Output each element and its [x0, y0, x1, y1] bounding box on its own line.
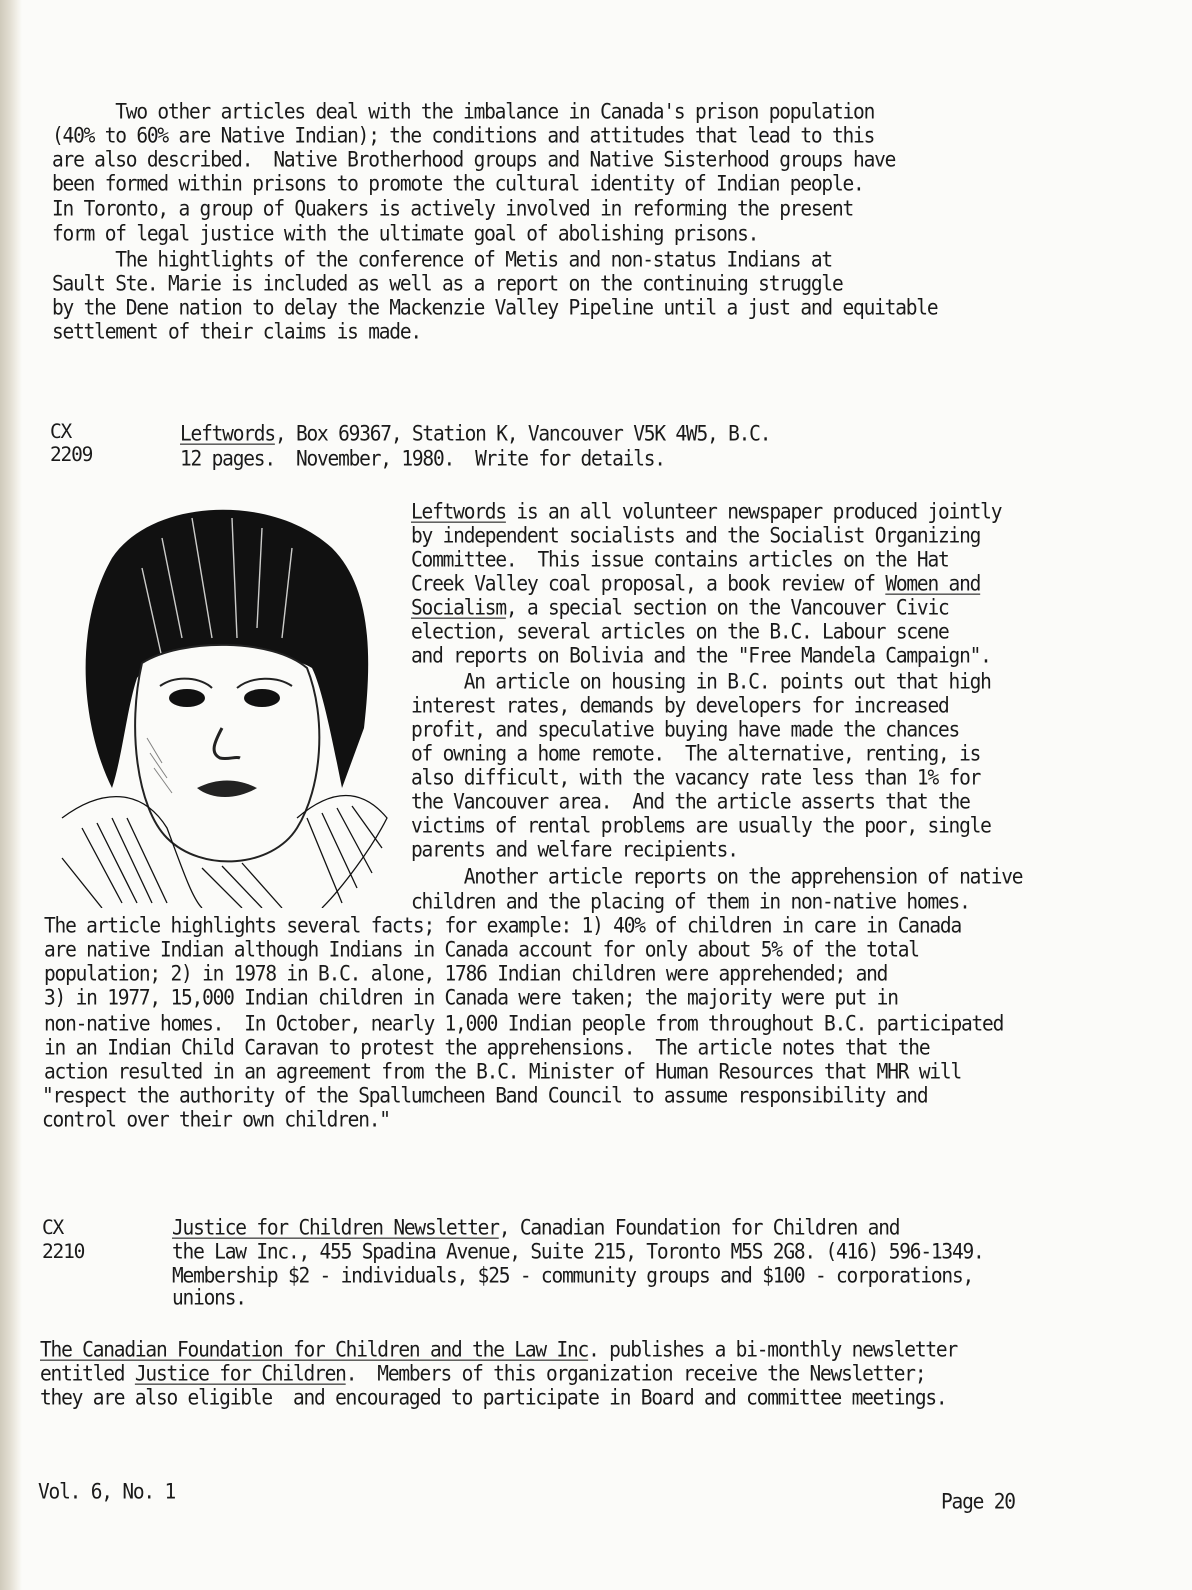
text-line: An article on housing in B.C. points out that high	[411, 668, 991, 694]
text-line: 3) in 1977, 15,000 Indian children in Canada were taken; the majority were put in	[44, 984, 898, 1010]
publication-address: the Law Inc., 455 Spadina Avenue, Suite 215, Toronto M5S 2G8. (416) 596-1349.	[172, 1238, 984, 1264]
text-line: population; 2) in 1978 in B.C. alone, 1786 Indian children were apprehended; and	[44, 960, 888, 986]
text-line	[40, 1362, 925, 1386]
publication-title: Leftwords	[180, 420, 275, 446]
text-line: by the Dene nation to delay the Mackenzie Valley Pipeline until a just and equitable	[52, 294, 938, 320]
text-line: and reports on Bolivia and the "Free Mandela Campaign".	[411, 642, 991, 668]
text-line: non-native homes. In October, nearly 1,000 Indian people from throughout B.C. participated	[44, 1010, 1004, 1036]
page-number: Page 20	[941, 1488, 1015, 1514]
text-line: Another article reports on the apprehension of native	[411, 863, 1023, 889]
text-line: been formed within prisons to promote the cultural identity of Indian people.	[52, 170, 864, 196]
text-span: . Members of this organization receive the Newsletter;	[345, 1360, 926, 1386]
text-line	[411, 572, 980, 596]
portrait-drawing-of-child	[42, 488, 394, 908]
text-line: election, several articles on the B.C. Labour scene	[411, 618, 949, 644]
publication-details: 12 pages. November, 1980. Write for details.	[180, 445, 665, 471]
publication-address: , Box 69367, Station K, Vancouver V5K 4W5, B.C.	[274, 420, 771, 446]
text-line: also difficult, with the vacancy rate less than 1% for	[411, 764, 981, 790]
text-line: in an Indian Child Caravan to protest the apprehensions. The article notes that the	[44, 1034, 930, 1060]
text-line: children and the placing of them in non-native homes.	[411, 888, 970, 914]
text-line: (40% to 60% are Native Indian); the conditions and attitudes that lead to this	[52, 122, 875, 148]
publication-title-ref: Leftwords	[411, 498, 506, 524]
text-line: interest rates, demands by developers for increased	[411, 692, 949, 718]
organization-name: The Canadian Foundation for Children and the Law Inc	[40, 1336, 589, 1362]
text-line: they are also eligible and encouraged to participate in Board and committee meetings.	[40, 1384, 947, 1410]
entry-code-prefix: CX	[42, 1216, 64, 1239]
text-line: profit, and speculative buying have made the chances	[411, 716, 960, 742]
text-line	[411, 500, 1001, 524]
text-line: "respect the authority of the Spallumcheen Band Council to assume responsibility and	[42, 1082, 928, 1108]
text-span: Creek Valley coal proposal, a book review of	[411, 570, 886, 596]
entry-header-line	[172, 1216, 899, 1240]
book-title: Women and	[885, 570, 981, 596]
text-line: of owning a home remote. The alternative, renting, is	[411, 740, 981, 766]
text-line	[40, 1338, 957, 1362]
book-title: Socialism	[411, 594, 506, 620]
text-line: parents and welfare recipients.	[411, 836, 738, 862]
text-line: settlement of their claims is made.	[52, 318, 421, 344]
text-line	[411, 596, 949, 620]
text-line: control over their own children."	[42, 1106, 390, 1132]
text-span: entitled	[40, 1360, 135, 1386]
text-span: , Canadian Foundation for Children and	[498, 1214, 900, 1240]
text-line: by independent socialists and the Socialist Organizing	[411, 522, 981, 548]
entry-code-number: 2209	[50, 443, 93, 466]
entry-code-prefix: CX	[50, 420, 72, 443]
text-line: The article highlights several facts; for example: 1) 40% of children in care in Canada	[44, 912, 961, 938]
text-span: . publishes a bi-monthly newsletter	[588, 1336, 957, 1362]
newsletter-title: Justice for Children	[134, 1360, 346, 1386]
text-span: is an all volunteer newspaper produced jointly	[505, 498, 1002, 524]
text-line: action resulted in an agreement from the B.C. Minister of Human Resources that MHR will	[44, 1058, 961, 1084]
text-line: are also described. Native Brotherhood groups and Native Sisterhood groups have	[52, 146, 896, 172]
publication-title: Justice for Children Newsletter	[172, 1214, 499, 1240]
membership-rates: Membership $2 - individuals, $25 - community groups and $100 - corporations,	[172, 1262, 974, 1288]
text-span: , a special section on the Vancouver Civic	[505, 594, 949, 620]
text-line: In Toronto, a group of Quakers is actively involved in reforming the present	[52, 195, 854, 221]
entry-header-line	[180, 422, 770, 446]
text-line: victims of rental problems are usually the poor, single	[411, 812, 991, 838]
text-line: Sault Ste. Marie is included as well as a report on the continuing struggle	[52, 270, 843, 296]
text-line: Two other articles deal with the imbalance in Canada's prison population	[52, 98, 875, 124]
text-line: are native Indian although Indians in Canada account for only about 5% of the total	[44, 936, 919, 962]
text-line: the Vancouver area. And the article asserts that the	[411, 788, 970, 814]
text-line: form of legal justice with the ultimate goal of abolishing prisons.	[52, 220, 759, 246]
entry-code-number: 2210	[42, 1240, 85, 1263]
page-binding-shadow	[0, 0, 22, 1590]
text-line: The hightlights of the conference of Metis and non-status Indians at	[52, 246, 832, 272]
text-line: Committee. This issue contains articles on the Hat	[411, 546, 949, 572]
text-line: unions.	[172, 1284, 246, 1310]
volume-number: Vol. 6, No. 1	[38, 1478, 176, 1504]
